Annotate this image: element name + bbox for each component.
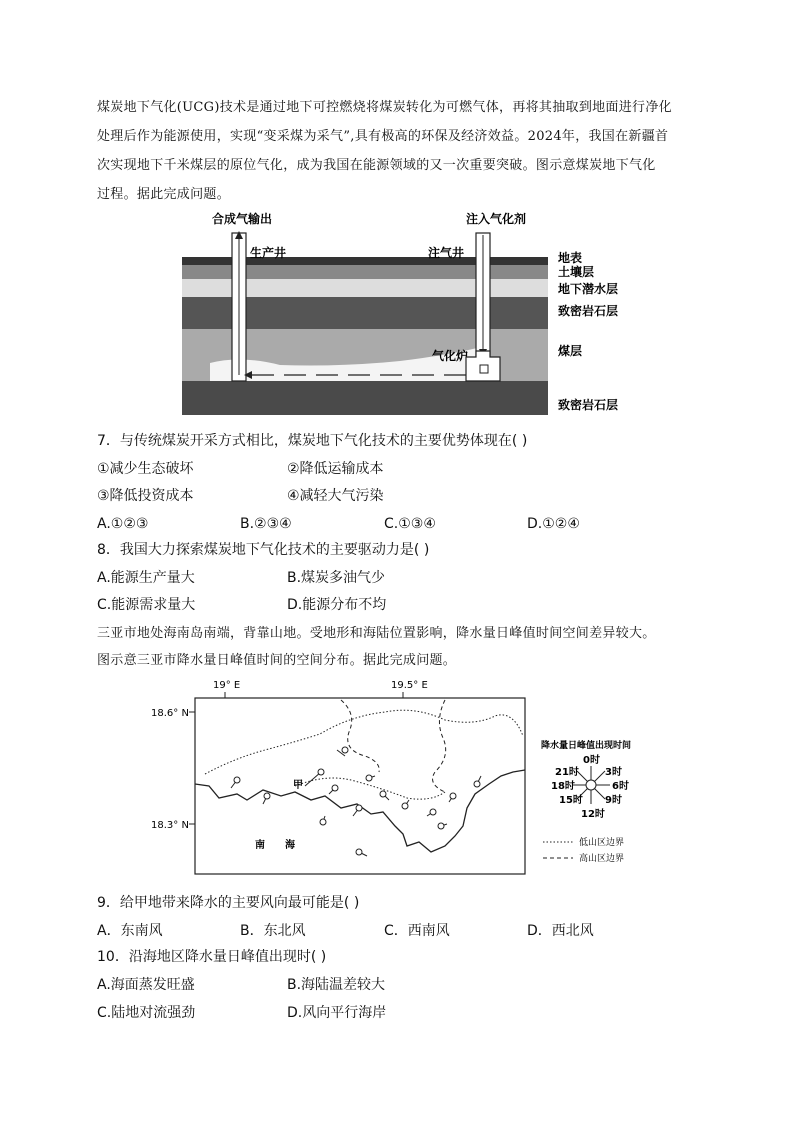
station-1 — [234, 777, 240, 783]
intro2-line1: 三亚市地处海南岛南端，背靠山地。受地形和海陆位置影响，降水量日峰值时间空间差异较大。 — [97, 626, 656, 641]
q10-option-b[interactable]: B.海陆温差较大 — [287, 977, 386, 993]
q10-stem: 10．沿海地区降水量日峰值出现时( ) — [97, 949, 327, 965]
lat-label-18-3: 18.3° N — [151, 820, 189, 831]
layer-label-dense-rock-upper: 致密岩石层 — [558, 304, 619, 318]
q9-option-c[interactable]: C．西南风 — [384, 923, 450, 939]
q7-statement-1: ①减少生态破坏 — [97, 461, 194, 477]
intro1-line4: 过程。据此完成问题。 — [97, 187, 231, 202]
station-12 — [438, 823, 444, 829]
label-furnace: 气化炉 — [432, 349, 469, 363]
layer-label-groundwater: 地下潜水层 — [558, 282, 619, 296]
station-2 — [264, 793, 270, 799]
lat-label-18-6: 18.6° N — [151, 708, 189, 719]
legend-low-label: 低山区边界 — [579, 838, 625, 848]
intro2-line2: 图示意三亚市降水量日峰值时间的空间分布。据此完成问题。 — [97, 653, 457, 668]
station-15 — [450, 793, 456, 799]
lon-label-19: 19° E — [213, 680, 241, 691]
coal-gasification-diagram — [170, 205, 640, 420]
q7-statement-2: ②降低运输成本 — [287, 461, 384, 477]
q8-stem: 8．我国大力探索煤炭地下气化技术的主要驱动力是( ) — [97, 542, 430, 558]
q7-option-c[interactable]: C.①③④ — [384, 516, 436, 532]
time-6: 6时 — [612, 781, 629, 792]
q7-option-d[interactable]: D.①②④ — [527, 516, 580, 532]
intro1-line2: 处理后作为能源使用，实现“变采煤为采气”,具有极高的环保及经济效益。2024年，我国在新疆首 — [97, 129, 669, 144]
label-production-well: 生产井 — [250, 246, 287, 260]
station-6 — [366, 775, 372, 781]
q9-option-b[interactable]: B．东北风 — [240, 923, 306, 939]
q10-option-d[interactable]: D.风向平行海岸 — [287, 1005, 387, 1021]
time-12: 12时 — [581, 809, 605, 820]
station-5 — [342, 747, 348, 753]
station-13 — [474, 781, 480, 787]
time-21: 21时 — [555, 767, 579, 778]
q8-option-a[interactable]: A.能源生产量大 — [97, 570, 195, 586]
q7-option-a[interactable]: A.①②③ — [97, 516, 149, 532]
station-14 — [356, 849, 362, 855]
q8-option-c[interactable]: C.能源需求量大 — [97, 597, 196, 613]
time-9: 9时 — [605, 795, 622, 806]
sanya-rainfall-map — [145, 676, 655, 876]
layer-label-coal: 煤层 — [558, 344, 583, 358]
layer-label-dense-rock-lower: 致密岩石层 — [558, 398, 619, 412]
label-south-sea: 南 海 — [255, 840, 295, 851]
lon-label-19-5: 19.5° E — [391, 680, 428, 691]
q9-stem: 9．给甲地带来降水的主要风向最可能是( ) — [97, 895, 360, 911]
q7-stem: 7．与传统煤炭开采方式相比，煤炭地下气化技术的主要优势体现在( ) — [97, 433, 528, 449]
station-10 — [402, 803, 408, 809]
label-inject-agent: 注入气化剂 — [466, 212, 527, 226]
q8-option-b[interactable]: B.煤炭多油气少 — [287, 570, 386, 586]
label-syngas-output: 合成气输出 — [212, 212, 273, 226]
layer-label-surface: 地表 — [558, 251, 583, 265]
legend-high-label: 高山区边界 — [579, 854, 625, 864]
furnace-port — [480, 365, 488, 373]
station-8 — [356, 805, 362, 811]
time-18: 18时 — [551, 781, 575, 792]
station-3 — [318, 769, 324, 775]
compass-center — [586, 780, 596, 790]
q7-statement-4: ④减轻大气污染 — [287, 488, 384, 504]
legend-title: 降水量日峰值出现时间 — [541, 741, 632, 751]
dense-rock-layer-lower — [182, 381, 548, 415]
time-3: 3时 — [605, 767, 622, 778]
label-jia: 甲 — [293, 780, 303, 791]
layer-label-soil: 土壤层 — [558, 265, 595, 279]
station-9 — [380, 791, 386, 797]
time-0: 0时 — [583, 755, 600, 766]
q7-statement-3: ③降低投资成本 — [97, 488, 194, 504]
station-4 — [332, 785, 338, 791]
intro1-line3: 次实现地下千米煤层的原位气化，成为我国在能源领域的又一次重要突破。图示意煤炭地下气化 — [97, 158, 656, 173]
q8-option-d[interactable]: D.能源分布不均 — [287, 597, 387, 613]
q10-option-c[interactable]: C.陆地对流强劲 — [97, 1005, 196, 1021]
station-7 — [320, 819, 326, 825]
q9-option-a[interactable]: A．东南风 — [97, 923, 163, 939]
station-11 — [430, 809, 436, 815]
q7-option-b[interactable]: B.②③④ — [240, 516, 292, 532]
q9-option-d[interactable]: D．西北风 — [527, 923, 594, 939]
label-injection-well: 注气井 — [428, 246, 465, 260]
q10-option-a[interactable]: A.海面蒸发旺盛 — [97, 977, 195, 993]
intro1-line1: 煤炭地下气化(UCG)技术是通过地下可控燃烧将煤炭转化为可燃气体，再将其抽取到地面进行净化 — [97, 100, 672, 115]
time-15: 15时 — [559, 795, 583, 806]
